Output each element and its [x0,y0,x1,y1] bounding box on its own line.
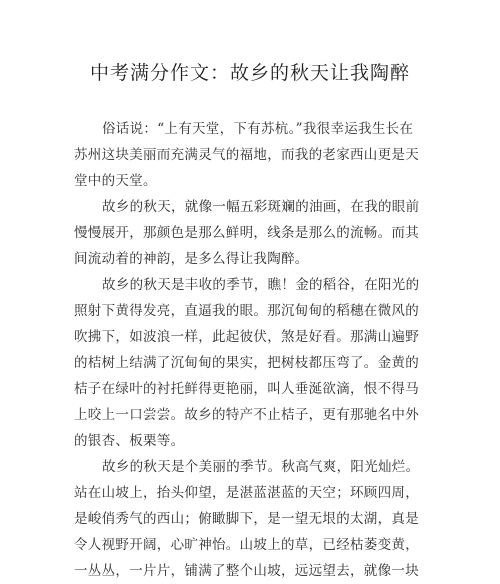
text-line: 俗话说：“上有天堂，下有苏杭。”我很幸运我生长在 [102,121,414,137]
text-line: 苏州这块美丽而充满灵气的福地，而我的老家西山更是天 [74,147,419,163]
text-line: 的银杏、板栗等。 [74,433,185,449]
text-line: 是峻俏秀气的西山；俯瞰脚下，是一望无垠的太湖，真是 [74,511,419,527]
paragraph-1 [74,116,426,194]
paragraph-2 [74,194,426,272]
text-line: 上咬上一口尝尝。故乡的特产不止桔子，更有那驰名中外 [74,407,419,423]
text-line: 照射下黄得发亮，直逼我的眼。那沉甸甸的稻穗在微风的 [74,303,419,319]
paragraph-3 [74,272,426,454]
text-line: 一丛丛，一片片，铺满了整个山坡，远远望去，就像一块 [74,563,419,579]
paragraph-4 [74,454,426,579]
text-line: 站在山坡上，抬头仰望，是湛蓝湛蓝的天空；环顾四周， [74,485,419,501]
text-line: 故乡的秋天是丰收的季节，瞧！金的稻谷，在阳光的 [102,277,420,293]
text-line: 故乡的秋天，就像一幅五彩斑斓的油画，在我的眼前 [102,199,420,215]
text-line: 间流动着的神韵，是多么得让我陶醉。 [74,251,309,267]
text-line: 慢慢展开，那颜色是那么鲜明，线条是那么的流畅。而其 [74,225,419,241]
text-line: 堂中的天堂。 [74,173,157,189]
article-title: 中考满分作文：故乡的秋天让我陶醉 [89,62,410,84]
text-line: 令人视野开阔，心旷神怡。山坡上的草，已经枯萎变黄， [74,537,419,553]
text-line: 吹拂下，如波浪一样，此起彼伏，煞是好看。那满山遍野 [74,329,419,345]
article-body [74,116,426,579]
text-line: 故乡的秋天是个美丽的季节。秋高气爽，阳光灿烂。 [102,459,420,475]
text-line: 的桔树上结满了沉甸甸的果实，把树枝都压弯了。金黄的 [74,355,419,371]
text-line: 桔子在绿叶的衬托鲜得更艳丽，叫人垂涎欲滴，恨不得马 [74,381,419,397]
